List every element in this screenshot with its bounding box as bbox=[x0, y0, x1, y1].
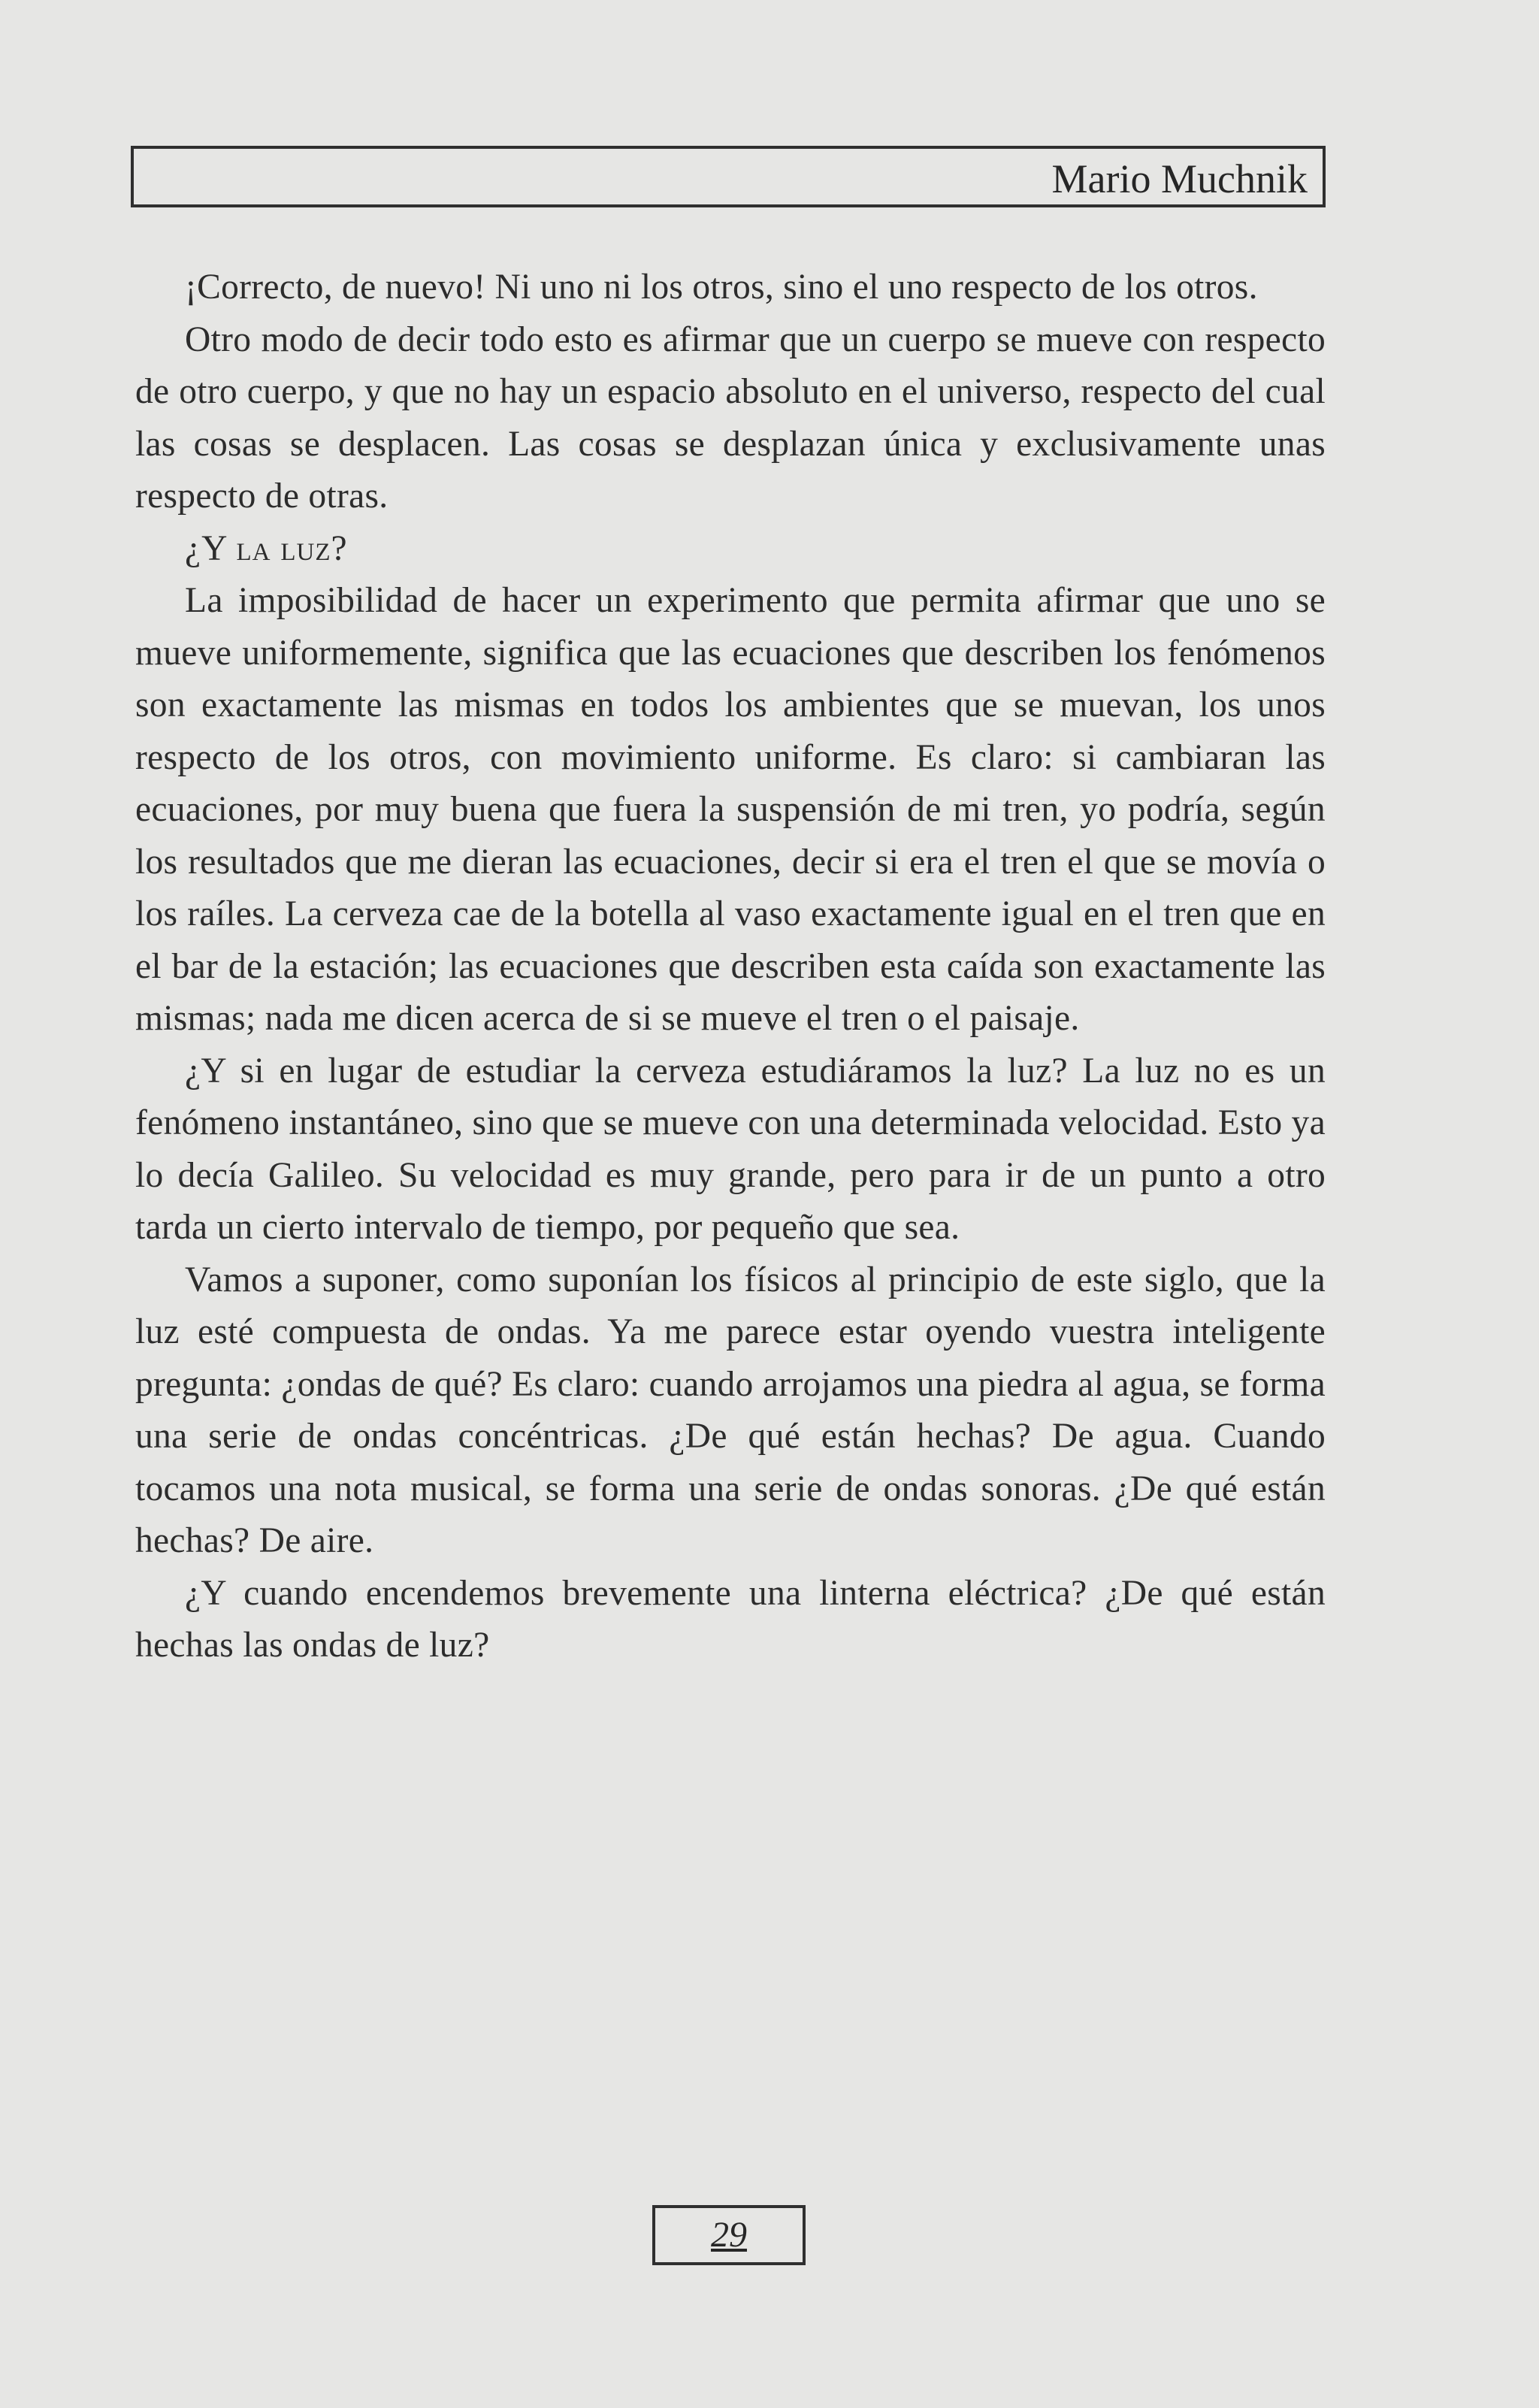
running-header bbox=[131, 146, 1326, 207]
header-author: Mario Muchnik bbox=[1051, 156, 1308, 201]
paragraph: La imposibilidad de hacer un experimento que permita afirmar que uno se mueve uniformemente, significa que las ecuaciones que describen los fenómenos son exactamente las mismas en todos los ambientes que se muevan, los unos respecto de los otros, con movimiento uniforme. Es claro: si cambiaran las ecuaciones, por muy buena que fuera la suspensión de mi tren, yo podría, según los resultados que me dieran las ecuaciones, decir si era el tren el que se movía o los raíles. La cerveza cae de la botella al vaso exactamente igual en el tren que en el bar de la estación; las ecuaciones que describen esta caída son exactamente las mismas; nada me dicen acerca de si se mueve el tren o el paisaje. bbox=[135, 581, 1326, 1038]
body-text bbox=[135, 262, 1326, 1672]
page-number: 29 bbox=[711, 2215, 747, 2255]
paragraph: ¡Correcto, de nuevo! Ni uno ni los otros, sino el uno respecto de los otros. bbox=[185, 268, 1258, 307]
paragraph: ¿Y si en lugar de estudiar la cerveza estudiáramos la luz? La luz no es un fenómeno instantáneo, sino que se mueve con una determinada velocidad. Esto ya lo decía Galileo. Su velocidad es muy grande, pero para ir de un punto a otro tarda un cierto intervalo de tiempo, por pequeño que sea. bbox=[135, 1051, 1326, 1247]
paragraph: Otro modo de decir todo esto es afirmar que un cuerpo se mueve con respecto de otro cuerpo, y que no hay un espacio absoluto en el universo, respecto del cual las cosas se desplacen. Las cosas se desplazan única y exclusivamente unas respecto de otras. bbox=[135, 319, 1326, 516]
paragraph: ¿Y cuando encendemos brevemente una linterna eléctrica? ¿De qué están hechas las ondas de luz? bbox=[135, 1573, 1326, 1665]
page-number-box bbox=[652, 2205, 806, 2265]
section-heading: ¿Y la luz? bbox=[185, 528, 348, 568]
paragraph: Vamos a suponer, como suponían los físicos al principio de este siglo, que la luz esté compuesta de ondas. Ya me parece estar oyendo vuestra inteligente pregunta: ¿ondas de qué? Es claro: cuando arrojamos una piedra al agua, se forma una serie de ondas concéntricas. ¿De qué están hechas? De agua. Cuando tocamos una nota musical, se forma una serie de ondas sonoras. ¿De qué están hechas? De aire. bbox=[135, 1260, 1326, 1560]
